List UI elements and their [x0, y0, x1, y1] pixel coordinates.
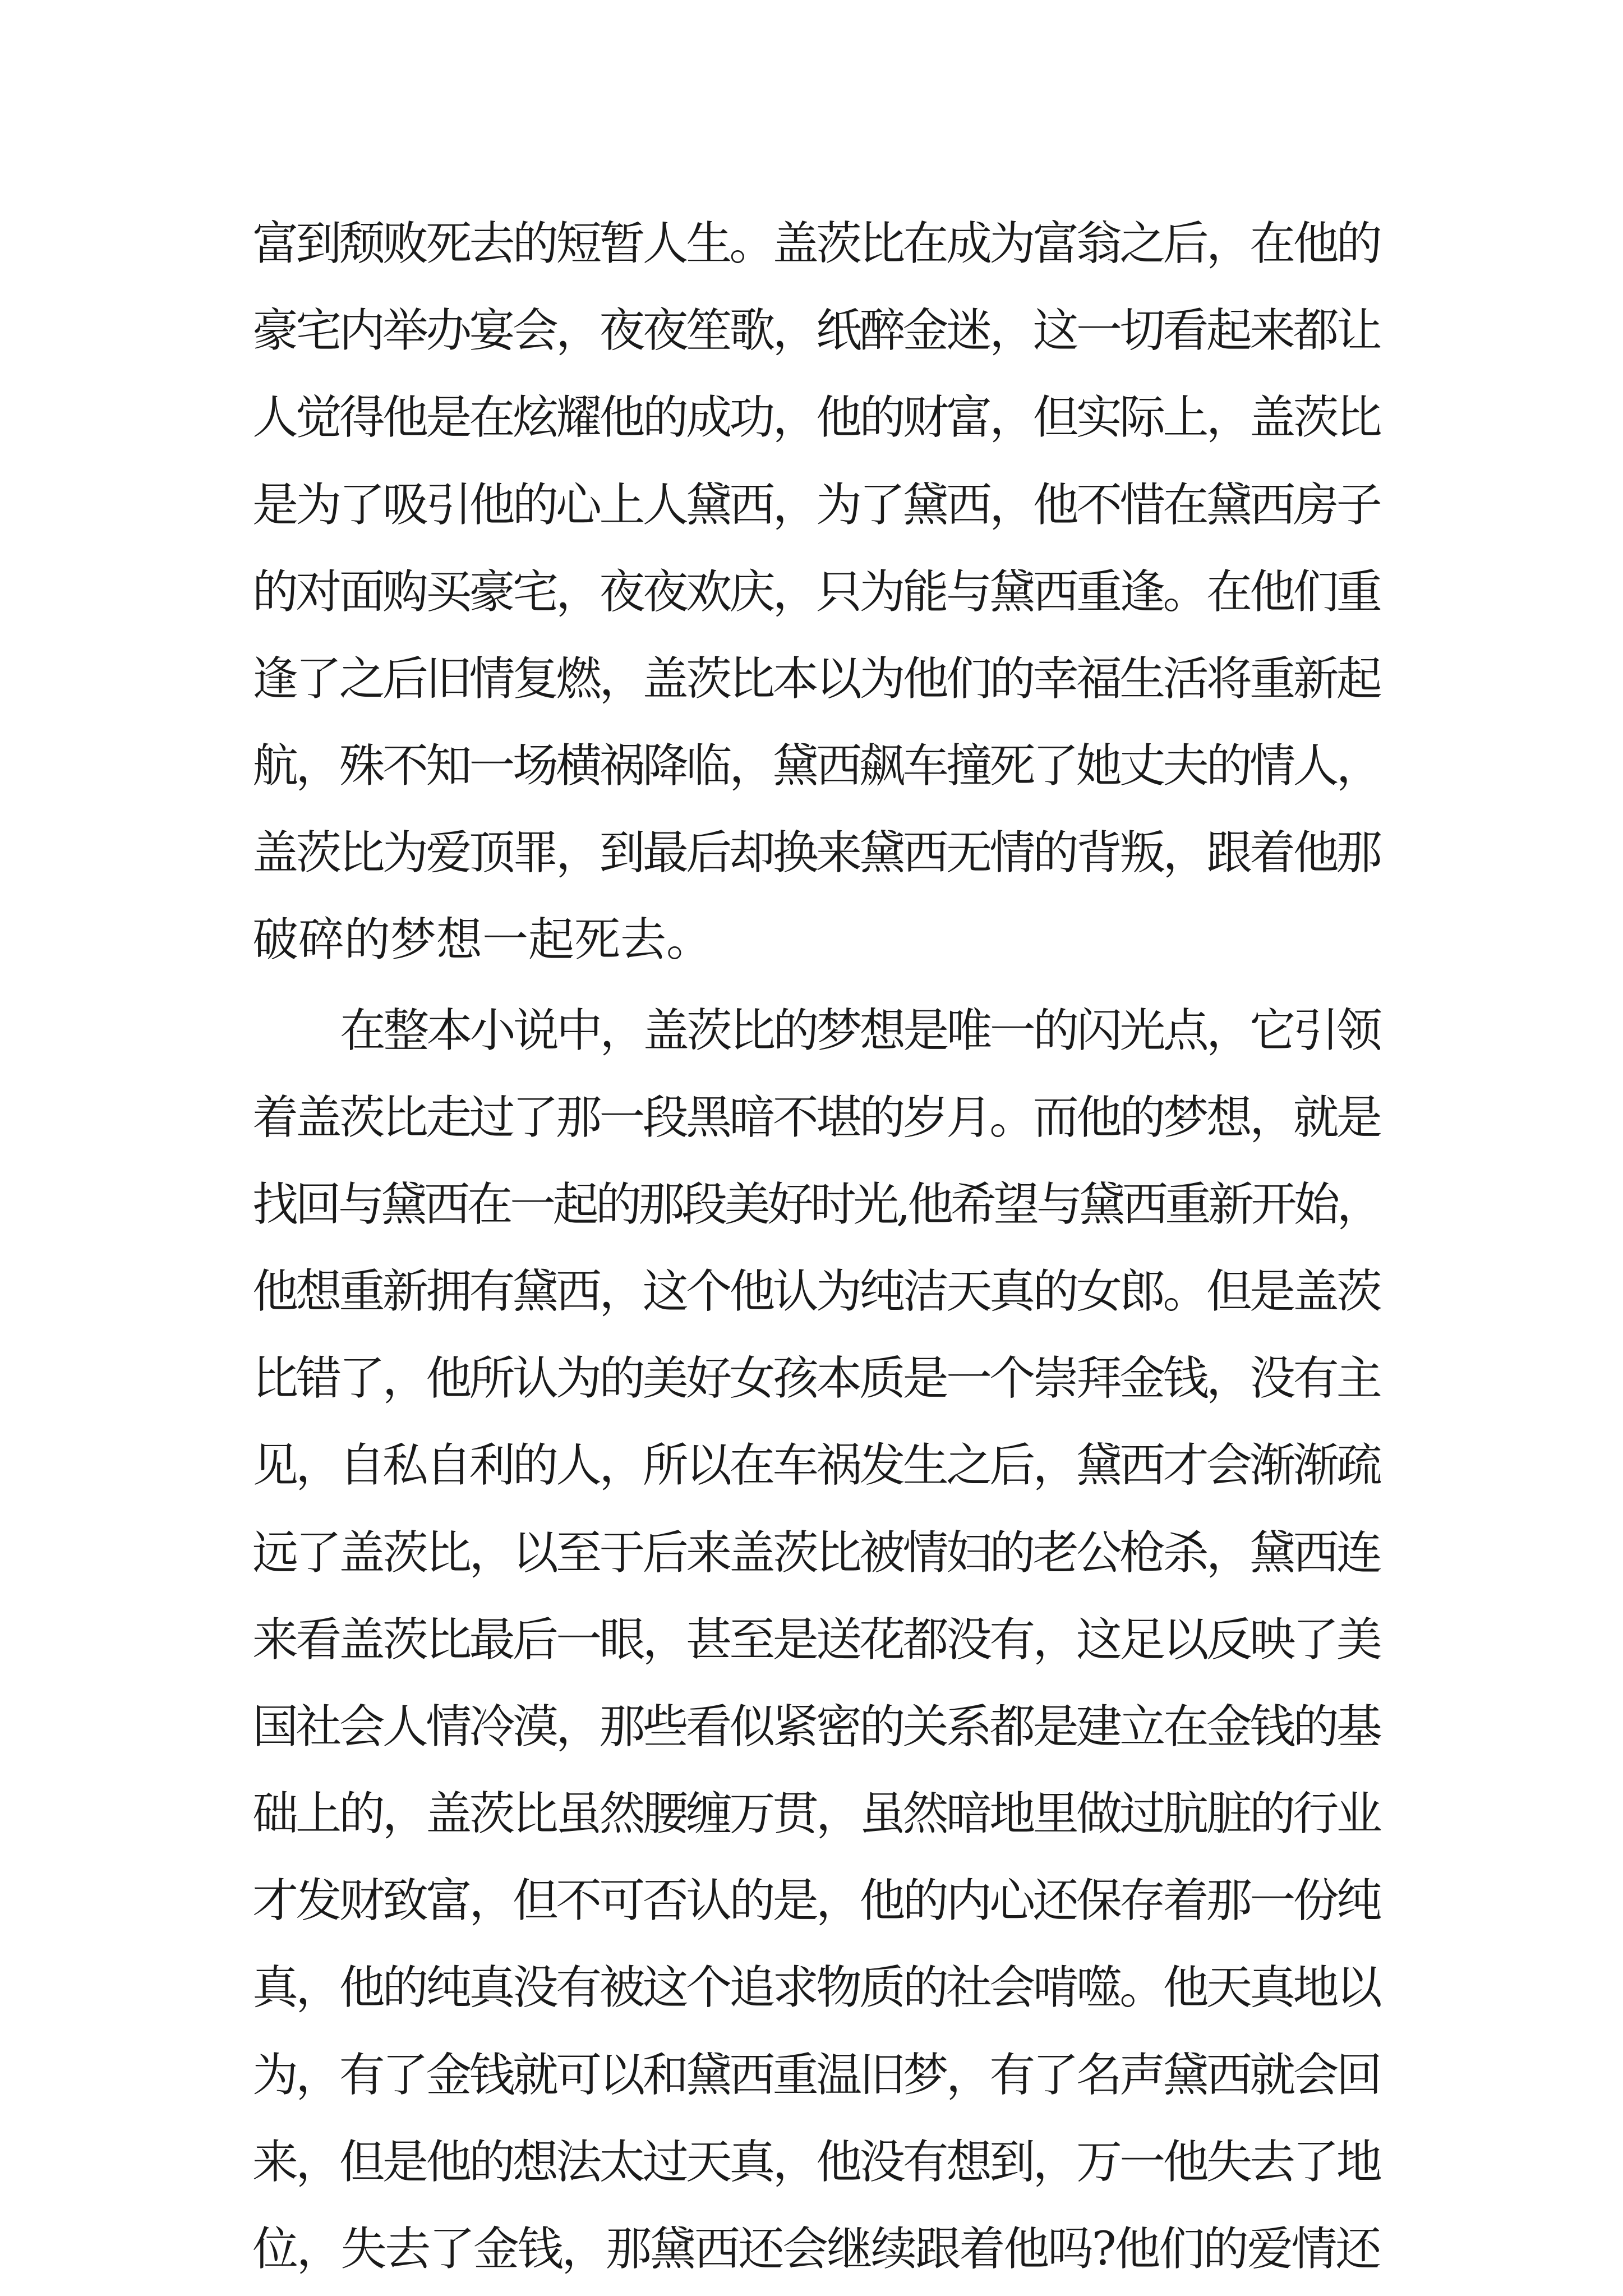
paragraph-line: 国社会人情冷漠，那些看似紧密的关系都是建立在金钱的基 [252, 1700, 1380, 1754]
paragraph-line: 为，有了金钱就可以和黛西重温旧梦，有了名声黛西就会回 [252, 2049, 1380, 2102]
paragraph-line: 在整本小说中，盖茨比的梦想是唯一的闪光点，它引领 [340, 1004, 1380, 1057]
paragraph-line: 来看盖茨比最后一眼，甚至是送花都没有，这足以反映了美 [252, 1613, 1380, 1667]
paragraph-line: 着盖茨比走过了那一段黑暗不堪的岁月。而他的梦想，就是 [252, 1091, 1380, 1144]
paragraph-line: 他想重新拥有黛西，这个他认为纯洁天真的女郎。但是盖茨 [252, 1265, 1380, 1318]
paragraph-line: 盖茨比为爱顶罪，到最后却换来黛西无情的背叛，跟着他那 [252, 826, 1380, 880]
paragraph-line: 远了盖茨比，以至于后来盖茨比被情妇的老公枪杀，黛西连 [252, 1526, 1380, 1580]
paragraph-line: 破碎的梦想一起死去。 [252, 913, 713, 967]
paragraph-line: 豪宅内举办宴会，夜夜笙歌，纸醉金迷，这一切看起来都让 [252, 304, 1380, 357]
paragraph-line: 比错了，他所认为的美好女孩本质是一个崇拜金钱，没有主 [252, 1352, 1380, 1405]
paragraph-line: 来，但是他的想法太过天真，他没有想到，万一他失去了地 [252, 2136, 1380, 2189]
paragraph-line: 见，自私自利的人，所以在车祸发生之后，黛西才会渐渐疏 [252, 1439, 1380, 1492]
paragraph-line: 找回与黛西在一起的那段美好时光,他希望与黛西重新开始， [252, 1178, 1380, 1231]
paragraph-line: 真，他的纯真没有被这个追求物质的社会啃噬。他天真地以 [252, 1961, 1380, 2014]
paragraph-line: 逢了之后旧情复燃，盖茨比本以为他们的幸福生活将重新起 [252, 652, 1380, 706]
paragraph-line: 位，失去了金钱，那黛西还会继续跟着他吗?他们的爱情还 [252, 2223, 1380, 2276]
paragraph-line: 的对面购买豪宅，夜夜欢庆，只为能与黛西重逢。在他们重 [252, 565, 1380, 619]
paragraph-line: 富到颓败死去的短暂人生。盖茨比在成为富翁之后，在他的 [252, 217, 1380, 270]
paragraph-line: 才发财致富，但不可否认的是，他的内心还保存着那一份纯 [252, 1874, 1380, 1927]
paragraph-line: 航，殊不知一场横祸降临，黛西飙车撞死了她丈夫的情人， [252, 739, 1380, 793]
paragraph-line: 是为了吸引他的心上人黛西，为了黛西，他不惜在黛西房子 [252, 478, 1380, 532]
paragraph-line: 础上的，盖茨比虽然腰缠万贯，虽然暗地里做过肮脏的行业 [252, 1787, 1380, 1841]
paragraph-line: 人觉得他是在炫耀他的成功，他的财富，但实际上，盖茨比 [252, 391, 1380, 444]
